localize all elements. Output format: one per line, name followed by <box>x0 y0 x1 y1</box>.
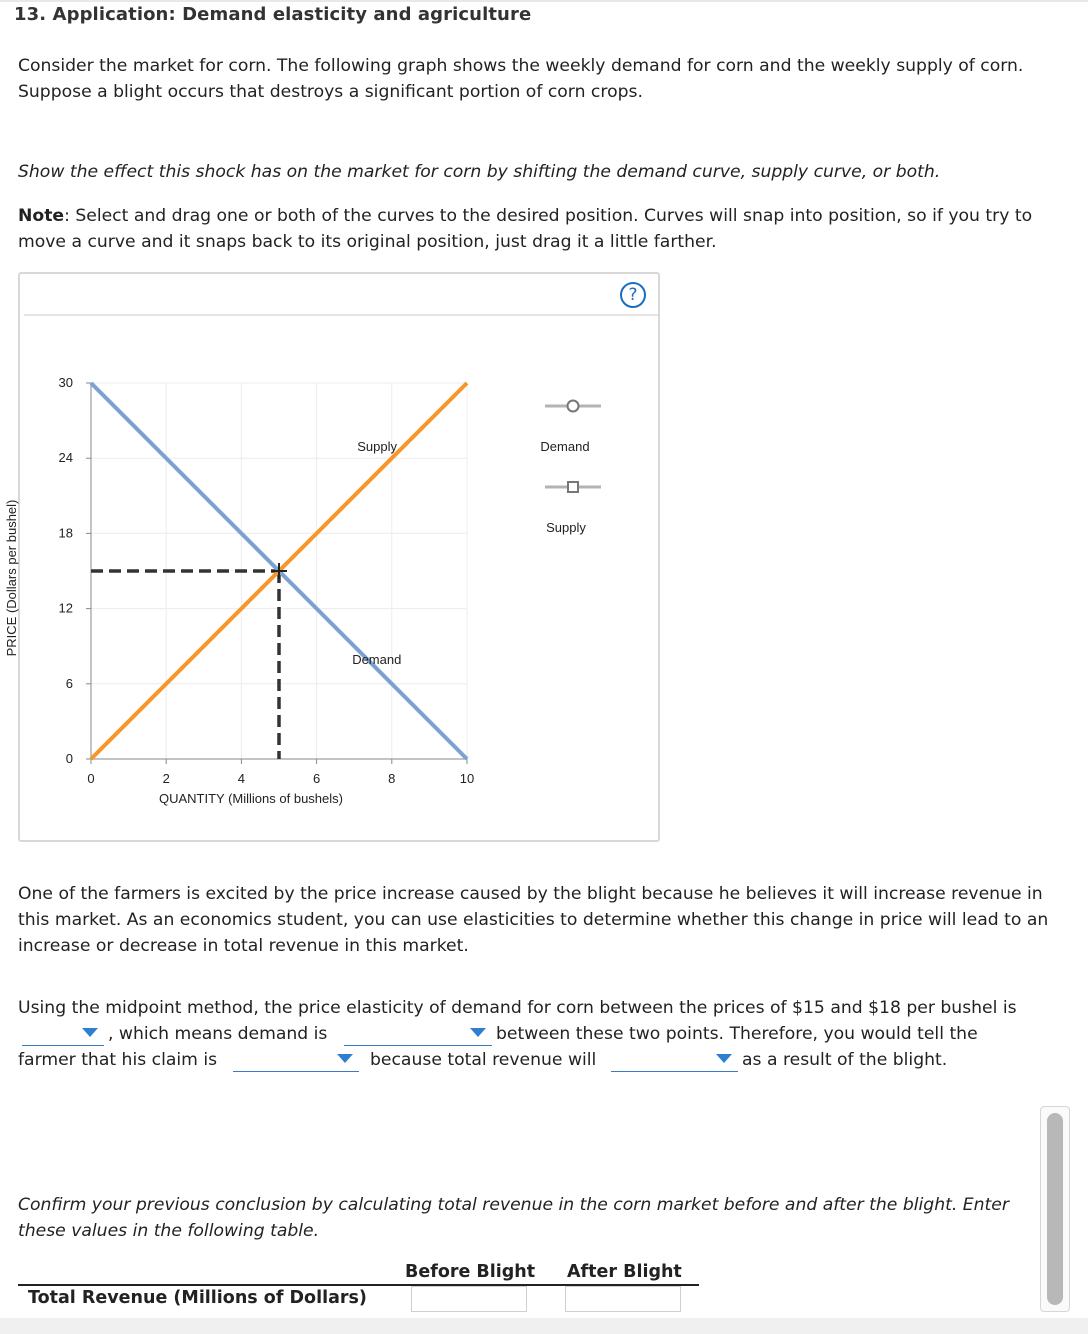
y-axis-label: PRICE (Dollars per bushel) <box>4 499 19 657</box>
total-revenue-label: Total Revenue (Millions of Dollars) <box>28 1288 367 1308</box>
x-tick-label-10: 10 <box>459 771 475 786</box>
y-tick-label-0: 0 <box>65 751 73 766</box>
before-blight-input[interactable] <box>411 1286 527 1312</box>
note-label: Note <box>18 206 65 226</box>
chevron-down-icon <box>82 1028 98 1037</box>
question-part-2: , which means demand is <box>108 1024 328 1044</box>
y-tick-label-12: 12 <box>58 600 73 616</box>
demand-curve-label: Demand <box>352 651 402 667</box>
demand-circle-icon <box>568 401 579 412</box>
y-tick-label-24: 24 <box>58 450 73 466</box>
x-tick-label-0: 0 <box>87 771 95 786</box>
chevron-down-icon <box>470 1028 486 1037</box>
x-axis-label: QUANTITY (Millions of bushels) <box>159 791 343 806</box>
revenue-change-dropdown[interactable] <box>611 1048 738 1072</box>
y-tick-label-30: 30 <box>58 375 73 390</box>
question-part-4: farmer that his claim is <box>18 1050 218 1070</box>
y-tick-label-6: 6 <box>65 675 73 691</box>
col-before-blight: Before Blight <box>405 1262 536 1282</box>
intro-text: Consider the market for corn. The following graph shows the weekly demand for corn and the weekly supply of corn. Suppose a blight occurs that destroys a significant portion of corn crops. <box>18 56 1024 102</box>
x-tick-label-4: 4 <box>237 771 246 786</box>
question-part-1: Using the midpoint method, the price elasticity of demand for corn between the prices of $15 and $18 per bushel is <box>18 998 1017 1018</box>
legend-supply-label: Supply <box>546 520 586 535</box>
scroll-thumb[interactable] <box>1047 1113 1063 1305</box>
supply-square-icon <box>568 482 578 492</box>
bottom-strip <box>0 1318 1088 1334</box>
x-tick-label-6: 6 <box>312 771 321 786</box>
y-tick-label-18: 18 <box>58 525 73 541</box>
after-blight-input[interactable] <box>565 1286 681 1312</box>
legend-demand-label: Demand <box>540 439 590 454</box>
elasticity-dropdown[interactable] <box>22 1022 104 1046</box>
x-tick-label-8: 8 <box>388 771 396 786</box>
chevron-down-icon <box>337 1054 353 1063</box>
supply-curve-label: Supply <box>357 438 397 454</box>
claim-dropdown[interactable] <box>233 1048 359 1072</box>
chevron-down-icon <box>716 1054 732 1063</box>
supply-demand-chart <box>0 0 700 860</box>
farmer-text: One of the farmers is excited by the price increase caused by the blight because he believes it will increase revenue in this market. As an economics student, you can use elasticities to determine whether this change in price will lead to an increase or decrease in total revenue in this market. <box>18 884 1049 956</box>
x-tick-label-2: 2 <box>162 771 170 786</box>
col-after-blight: After Blight <box>567 1262 682 1282</box>
question-part-5: because total revenue will <box>370 1050 597 1070</box>
instruction-text: Show the effect this shock has on the market for corn by shifting the demand curve, supply curve, or both. <box>18 162 941 182</box>
confirm-text: Confirm your previous conclusion by calculating total revenue in the corn market before and after the blight. Enter these values in the following table. <box>18 1195 1009 1241</box>
help-icon[interactable]: ? <box>620 282 646 308</box>
note-body: : Select and drag one or both of the curves to the desired position. Curves will snap into position, so if you try to move a curve and it snaps back to its original position, just drag it a little farther. <box>18 206 1033 252</box>
legend-supply-tool[interactable] <box>545 482 601 492</box>
legend-demand-tool[interactable] <box>545 401 601 412</box>
page-title: 13. Application: Demand elasticity and agriculture <box>14 4 532 25</box>
scrollbar[interactable] <box>1040 1106 1070 1312</box>
demand-type-dropdown[interactable] <box>344 1022 492 1046</box>
question-part-3: between these two points. Therefore, you would tell the <box>496 1024 978 1044</box>
question-part-6: as a result of the blight. <box>742 1050 948 1070</box>
